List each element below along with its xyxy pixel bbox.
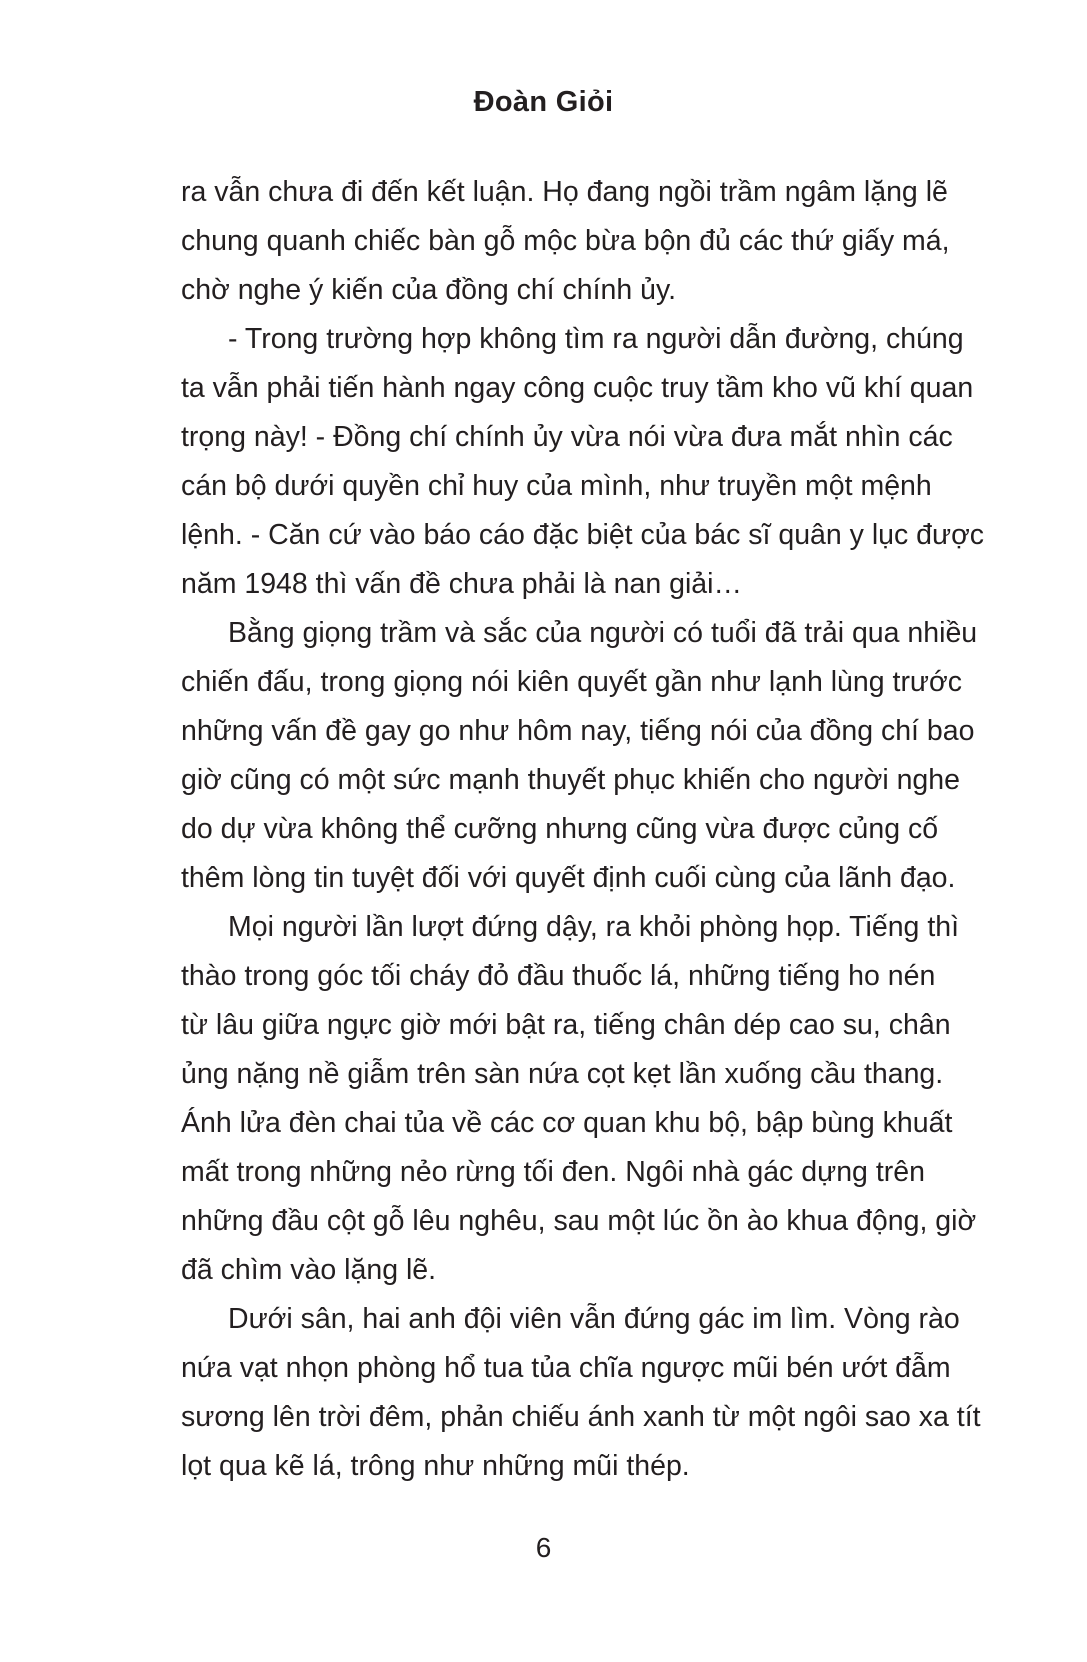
text-line: Bằng giọng trầm và sắc của người có tuổi đã trải qua nhiều [228, 617, 978, 649]
text-line: năm 1948 thì vấn đề chưa phải là nan giải… [181, 568, 742, 600]
text-line: chiến đấu, trong giọng nói kiên quyết gần như lạnh lùng trước [181, 666, 962, 698]
text-line: những vấn đề gay go như hôm nay, tiếng nói của đồng chí bao [181, 715, 975, 747]
text-line: - Trong trường hợp không tìm ra người dẫn đường, chúng [228, 323, 964, 355]
text-line: lệnh. - Căn cứ vào báo cáo đặc biệt của bác sĩ quân y lục được [181, 519, 985, 551]
text-line: Mọi người lần lượt đứng dậy, ra khỏi phòng họp. Tiếng thì [228, 911, 960, 943]
text-line: giờ cũng có một sức mạnh thuyết phục khiến cho người nghe [181, 764, 960, 796]
text-line: chờ nghe ý kiến của đồng chí chính ủy. [181, 274, 677, 306]
running-title: Đoàn Giỏi [473, 86, 614, 118]
page-number: 6 [535, 1532, 552, 1563]
body-text [181, 168, 985, 1491]
text-line: ra vẫn chưa đi đến kết luận. Họ đang ngồi trầm ngâm lặng lẽ [181, 176, 948, 208]
text-line: thêm lòng tin tuyệt đối với quyết định cuối cùng của lãnh đạo. [181, 862, 956, 894]
text-line: do dự vừa không thể cưỡng nhưng cũng vừa được củng cố [181, 813, 939, 845]
text-line: trọng này! - Đồng chí chính ủy vừa nói vừa đưa mắt nhìn các [181, 421, 953, 453]
text-line: mất trong những nẻo rừng tối đen. Ngôi nhà gác dựng trên [181, 1156, 925, 1188]
text-line: cán bộ dưới quyền chỉ huy của mình, như truyền một mệnh [181, 470, 932, 502]
text-line: đã chìm vào lặng lẽ. [181, 1254, 437, 1286]
text-line: ủng nặng nề giẫm trên sàn nứa cọt kẹt lần xuống cầu thang. [181, 1058, 944, 1090]
text-line: thào trong góc tối cháy đỏ đầu thuốc lá, những tiếng ho nén [181, 960, 936, 992]
text-line: Dưới sân, hai anh đội viên vẫn đứng gác im lìm. Vòng rào [228, 1303, 960, 1335]
text-line: nứa vạt nhọn phòng hổ tua tủa chĩa ngược mũi bén ướt đẫm [181, 1352, 951, 1384]
text-line: từ lâu giữa ngực giờ mới bật ra, tiếng chân dép cao su, chân [181, 1009, 951, 1041]
text-line: ta vẫn phải tiến hành ngay công cuộc truy tầm kho vũ khí quan [181, 372, 974, 404]
text-line: sương lên trời đêm, phản chiếu ánh xanh từ một ngôi sao xa tít [181, 1401, 981, 1433]
text-line: lọt qua kẽ lá, trông như những mũi thép. [181, 1450, 690, 1482]
text-line: những đầu cột gỗ lêu nghêu, sau một lúc ồn ào khua động, giờ [181, 1205, 977, 1237]
text-line: chung quanh chiếc bàn gỗ mộc bừa bộn đủ các thứ giấy má, [181, 225, 950, 257]
text-line: Ánh lửa đèn chai tủa về các cơ quan khu bộ, bập bùng khuất [181, 1107, 953, 1139]
